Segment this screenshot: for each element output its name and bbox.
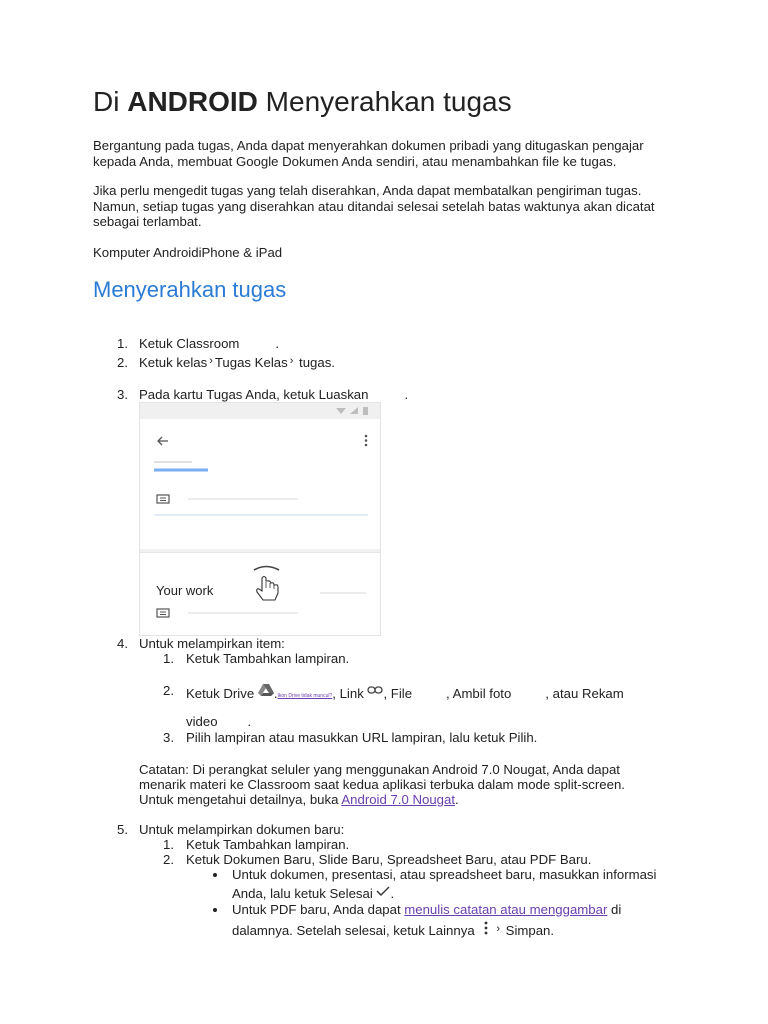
comment-icon [157,609,169,617]
android-nougat-link[interactable]: Android 7.0 Nougat [341,792,455,807]
section-title: Menyerahkan tugas [93,277,287,302]
step-4-sub-2-d: , Ambil foto [446,686,512,701]
title-rest: Menyerahkan tugas [257,86,512,117]
step-2-text-b: Tugas Kelas [214,355,288,370]
app-screenshot [139,402,381,636]
back-arrow-icon [158,437,168,445]
step-4-sub-1: Ketuk Tambahkan lampiran. [186,651,350,666]
chevron-right-icon: › [496,923,500,935]
step-2-text-c: tugas. [299,355,335,370]
step-4-sub-2-g: . [247,714,252,729]
chevron-right-icon: › [289,355,294,367]
step-5-text: Untuk melampirkan dokumen baru: [139,822,345,837]
link-icon [367,685,383,695]
checkmark-icon [376,886,390,896]
step-5-bullet-2-l2-text: dalamnya. Setelah selesai, ketuk Lainnya [232,923,475,938]
expand-chevron-icon [254,567,279,571]
step-5-bullet-2-line-2 [232,921,554,941]
step-5-bullet-1-line-1: Untuk dokumen, presentasi, atau spreadsheet baru, masukkan informasi [232,867,657,882]
note-line-3-end: . [455,792,459,807]
your-work-label: Your work [156,583,214,598]
note-line-3-text: Untuk mengetahui detailnya, buka [139,792,342,807]
substep-number: 1. [163,651,174,666]
drive-icon-help-link[interactable]: Ikon Drive tidak muncul? [277,693,333,699]
substep-number: 3. [163,730,174,745]
intro-paragraph-2: Jika perlu mengedit tugas yang telah diserahkan, Anda dapat membatalkan pengiriman tugas. Namun, setiap tugas yang diserahkan atau ditandai selesai setelah batas waktunya akan dicatat sebagai terlambat. [93,183,655,229]
note-line-3 [139,792,459,808]
substep-number: 1. [163,837,174,852]
step-4-sub-2-a: Ketuk Drive [186,686,255,701]
step-5-sub-2: Ketuk Dokumen Baru, Slide Baru, Spreadsheet Baru, atau PDF Baru. [186,852,592,867]
step-5-bullet-2-end: di [607,902,622,917]
step-1-end: . [275,336,280,351]
step-4-sub-2-e: , atau Rekam [545,686,624,701]
step-5-sub-1: Ketuk Tambahkan lampiran. [186,837,350,852]
bullet [213,873,217,877]
step-number: 2. [117,355,128,370]
platform-tabs-text: Komputer AndroidiPhone & iPad [93,245,283,260]
assignment-card-graphics [140,419,381,549]
title-bold: ANDROID [127,86,258,117]
step-2 [139,355,335,373]
more-vert-icon [481,921,491,935]
comment-icon [157,495,169,503]
step-1-text: Ketuk Classroom [139,336,240,351]
more-vert-icon [365,435,368,447]
substep-number: 2. [163,852,174,867]
step-5-bullet-2-line-1 [232,902,621,918]
step-1 [139,336,279,352]
step-5-bullet-2-text: Untuk PDF baru, Anda dapat [232,902,405,917]
bullet [213,908,217,912]
page-title [93,86,512,118]
write-notes-link[interactable]: menulis catatan atau menggambar [404,902,608,917]
assignment-card [140,419,381,549]
substep-number: 2. [163,683,174,698]
step-4-sub-2-b: , Link [332,686,364,701]
step-4-sub-2-cont [186,714,251,730]
intro-paragraph-1: Bergantung pada tugas, Anda dapat menyerahkan dokumen pribadi yang ditugaskan pengajar kepada Anda, membuat Google Dokumen Anda sendiri, atau menambahkan file ke tugas. [93,138,644,169]
note-line-1: Catatan: Di perangkat seluler yang menggunakan Android 7.0 Nougat, Anda dapat [139,762,620,777]
step-number: 3. [117,387,128,402]
step-5-bullet-1-text: Anda, lalu ketuk Selesai [232,886,373,901]
note-line-2: menarik materi ke Classroom saat kedua aplikasi terbuka dalam mode split-screen. [139,777,625,792]
step-2-text-a: Ketuk kelas [139,355,208,370]
step-4-sub-2: Ketuk Drive .Ikon Drive tidak muncul?, Link , File , Ambil foto , atau Rekam [186,683,624,705]
step-4-sub-2-c: , File [383,686,413,701]
title-prefix: Di [93,86,128,117]
step-number: 5. [117,822,128,837]
step-number: 4. [117,636,128,651]
step-5-bullet-1-end: . [390,886,395,901]
hand-pointer-icon [257,577,278,601]
your-work-card[interactable] [140,552,381,636]
status-icons [140,403,381,419]
chevron-right-icon: › [209,355,213,367]
drive-icon [258,683,274,696]
step-3-end: . [404,387,409,402]
step-5-bullet-2-l2-end: Simpan. [505,923,555,938]
step-4-sub-2-f: video [186,714,218,729]
step-3 [139,387,408,403]
step-4-text: Untuk melampirkan item: [139,636,285,651]
step-3-text: Pada kartu Tugas Anda, ketuk Luaskan [139,387,369,402]
step-number: 1. [117,336,128,351]
step-5-bullet-1-line-2 [232,886,394,902]
step-4-sub-3: Pilih lampiran atau masukkan URL lampiran, lalu ketuk Pilih. [186,730,538,745]
status-bar [140,403,381,419]
